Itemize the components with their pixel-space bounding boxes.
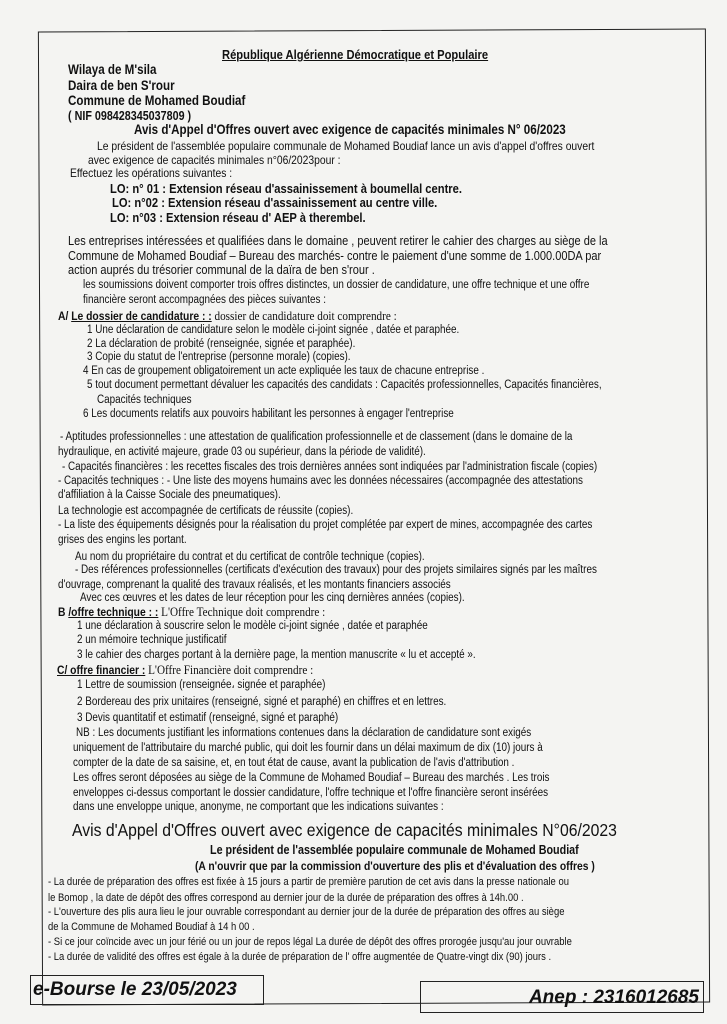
condition-line: - La durée de préparation des offres est fixée à 15 jours a partir de première parution de cet avis dans la presse nationale ou (48, 876, 569, 888)
lot-1: LO: n° 01 : Extension réseau d'assainissement à boumellal centre. (110, 181, 462, 196)
wilaya: Wilaya de M'sila (68, 62, 157, 77)
nb-line: uniquement de l'attributaire du marché public, qui doit les fournir dans un délai maximum de dix (10) jours à (73, 742, 543, 754)
condition-line: - La durée de validité des offres est égale à la durée de préparation de l' offre augmentée de Quatre-vingt dix (90) jours . (48, 951, 552, 963)
daira: Daira de ben S'rour (68, 78, 175, 93)
envelope-title: Avis d'Appel d'Offres ouvert avec exigence de capacités minimales N°06/2023 (72, 820, 617, 840)
nb-line: compter de la date de sa saisine, et, en tout état de cause, avant la publication de l'avis d'attribution . (73, 757, 515, 769)
condition-line: - Si ce jour coïncide avec un jour férié ou un jour de repos légal La durée de dépôt des offres prorogée jusqu'au jour ouvrable (48, 936, 572, 948)
section-a-prefix: A/ (58, 309, 72, 323)
condition-line: le Bomop , la date de dépôt des offres correspond au dernier jour de la durée de préparation des offres à 14h.00 . (48, 892, 524, 904)
intro-line: Effectuez les opérations suivantes : (70, 166, 233, 180)
nb-line: dans une enveloppe unique, anonyme, ne comportant que les indications suivantes : (73, 801, 444, 813)
list-item: 3 Devis quantitatif et estimatif (renseigné, signé et paraphé) (77, 712, 339, 724)
condition-line: - L'ouverture des plis aura lieu le jour ouvrable correspondant au dernier jour de la durée de préparation des offres au siège (48, 906, 565, 918)
retrait-line: Les entreprises intéressées et qualifiées dans le domaine , peuvent retirer le cahier des charges au siège de la (68, 233, 608, 248)
list-item: 1 Lettre de soumission (renseignée، signée et paraphée) (77, 679, 326, 691)
intro-line: Le président de l'assemblée populaire communale de Mohamed Boudiaf lance un avis d'appel d'offres ouvert (97, 139, 595, 153)
anep-number: Anep : 2316012685 (420, 981, 704, 1013)
nif: ( NIF 098428345037809 ) (68, 109, 192, 123)
lot-3: LO: n°03 : Extension réseau d' AEP à therembel. (110, 210, 366, 225)
list-item: 4 En cas de groupement obligatoirement un acte expliquée les taux de chacune entreprise . (83, 365, 485, 377)
retrait-line: financière seront accompagnées des pièces suivantes : (83, 294, 327, 306)
list-item: Capacités techniques (97, 394, 192, 406)
section-b-heading (58, 605, 325, 619)
envelope-line: (A n'ouvrir que par la commission d'ouverture des plis et d'évaluation des offres ) (195, 859, 595, 873)
detail-line: La technologie est accompagnée de certificats de réussite (copies). (58, 505, 354, 517)
section-c-rest: L'Offre Financière doit comprendre : (145, 662, 314, 677)
nb-line: Les offres seront déposées au siège de la Commune de Mohamed Boudiaf – Bureau des marchés . Les trois (73, 772, 550, 784)
list-item: 3 Copie du statut de l'entreprise (personne morale) (copies). (87, 351, 351, 363)
detail-line: - La liste des équipements désignés pour la réalisation du projet complétée par expert de mines, accompagnée des cartes (58, 519, 593, 531)
detail-line: Au nom du propriétaire du contrat et du certificat de contrôle technique (copies). (75, 551, 425, 563)
lot-2: LO: n°02 : Extension réseau d'assainissement au centre ville. (112, 195, 438, 210)
detail-line: - Capacités financières : les recettes fiscales des trois dernières années sont indiquées par l'administration fiscale (copies) (62, 461, 598, 473)
list-item: 1 Une déclaration de candidature selon le modèle ci-joint signée , datée et paraphée. (87, 324, 460, 336)
detail-line: Avec ces œuvres et les dates de leur réception pour les cinq dernières années (copies). (80, 592, 465, 604)
retrait-line: les soumissions doivent comporter trois offres distinctes, un dossier de candidature, une offre technique et une offre (83, 279, 590, 291)
detail-line: d'ouvrage, comprenant la qualité des travaux réalisés, et les montants financiers associés (58, 579, 451, 591)
list-item: 2 La déclaration de probité (renseignée, signée et paraphée). (87, 338, 356, 350)
section-a-rest: dossier de candidature doit comprendre : (211, 308, 397, 323)
list-item: 2 Bordereau des prix unitaires (renseigné, signé et paraphé) en chiffres et en lettres. (77, 696, 447, 708)
section-b-rest: L'Offre Technique doit comprendre : (158, 604, 326, 619)
intro-line: avec exigence de capacités minimales n°06/2023pour : (88, 153, 341, 167)
condition-line: de la Commune de Mohamed Boudiaf à 14 h 00 . (48, 921, 255, 933)
list-item: 2 un mémoire technique justificatif (77, 634, 227, 646)
section-a-heading (58, 309, 397, 323)
section-c-heading (57, 663, 313, 677)
commune: Commune de Mohamed Boudiaf (68, 93, 246, 108)
retrait-line: action auprés du trésorier communal de la daïra de ben s'rour . (68, 262, 375, 277)
list-item: 3 le cahier des charges portant à la dernière page, la mention manuscrite « lu et accepté ». (77, 649, 476, 661)
detail-line: grises des engins les portant. (58, 534, 187, 546)
section-b-label: /offre technique : : (68, 605, 159, 619)
envelope-line: Le président de l'assemblée populaire communale de Mohamed Boudiaf (210, 843, 579, 857)
section-b-prefix: B (58, 605, 69, 619)
section-c-label: C/ offre financier : (57, 663, 146, 677)
section-a-label: Le dossier de candidature : : (71, 309, 212, 323)
detail-line: - Des références professionnelles (certificats d'exécution des travaux) pour des projets similaires signés par les maîtres (75, 564, 597, 576)
detail-line: hydraulique, en activité majeure, grade 03 ou supérieur, dans la période de validité). (58, 446, 426, 458)
ebourse-date: e-Bourse le 23/05/2023 (30, 975, 264, 1005)
notice-title: Avis d'Appel d'Offres ouvert avec exigence de capacités minimales N° 06/2023 (134, 122, 566, 137)
detail-line: - Capacités techniques : - Une liste des moyens humains avec les données nécessaires (accompagnée des attestations (58, 475, 584, 487)
list-item: 6 Les documents relatifs aux pouvoirs habilitant les personnes à engager l'entreprise (83, 408, 454, 420)
nb-line: NB : Les documents justifiant les informations contenues dans la déclaration de candidature sont exigés (76, 727, 532, 739)
nb-line: enveloppes ci-dessus comportant le dossier candidature, l'offre technique et l'offre financière seront insérées (73, 787, 549, 799)
list-item: 1 une déclaration à souscrire selon le modèle ci-joint signée , datée et paraphée (77, 620, 428, 632)
detail-line: d'affiliation à la Caisse Sociale des pneumatiques). (58, 489, 281, 501)
list-item: 5 tout document permettant dévaluer les capacités des candidats : Capacités professionnelles, Capacités financières, (87, 379, 602, 391)
detail-line: - Aptitudes professionnelles : une attestation de qualification professionnelle et de classement (dans le domaine de la (60, 431, 573, 443)
retrait-line: Commune de Mohamed Boudiaf – Bureau des marchés- contre le paiement d'une somme de 1.000.00DA par (68, 248, 602, 263)
republic-heading: République Algérienne Démocratique et Populaire (222, 47, 489, 62)
